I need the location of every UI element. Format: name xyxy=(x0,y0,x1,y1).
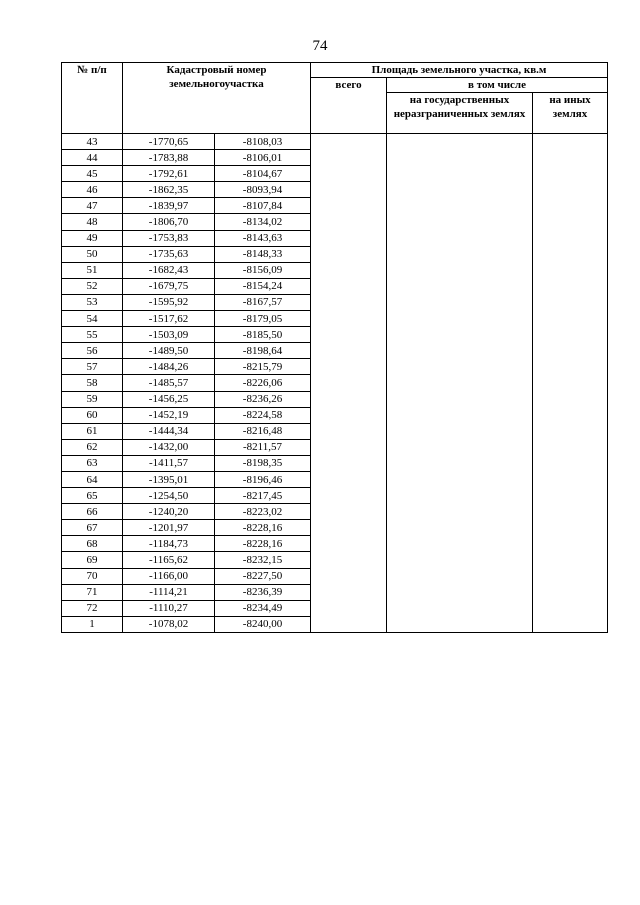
row-number: 54 xyxy=(62,311,123,327)
coord-x: -1201,97 xyxy=(123,520,215,536)
header-total: всего xyxy=(311,78,387,134)
table-body xyxy=(62,134,608,633)
coord-x: -1165,62 xyxy=(123,552,215,568)
coord-y: -8224,58 xyxy=(215,407,311,423)
header-num: № п/п xyxy=(62,63,123,134)
coord-x: -1110,27 xyxy=(123,600,215,616)
row-number: 66 xyxy=(62,504,123,520)
coord-y: -8143,63 xyxy=(215,230,311,246)
row-number: 47 xyxy=(62,198,123,214)
coord-x: -1395,01 xyxy=(123,471,215,487)
coord-y: -8223,02 xyxy=(215,504,311,520)
cell-other-lands xyxy=(533,134,608,633)
coord-y: -8228,16 xyxy=(215,520,311,536)
coord-y: -8156,09 xyxy=(215,262,311,278)
row-number: 46 xyxy=(62,182,123,198)
coord-x: -1078,02 xyxy=(123,616,215,632)
coord-x: -1770,65 xyxy=(123,134,215,150)
coord-x: -1184,73 xyxy=(123,536,215,552)
header-state-lands: на государственных неразграниченных землях xyxy=(387,93,533,134)
coord-y: -8198,35 xyxy=(215,455,311,471)
row-number: 43 xyxy=(62,134,123,150)
row-number: 64 xyxy=(62,471,123,487)
coord-y: -8227,50 xyxy=(215,568,311,584)
row-number: 55 xyxy=(62,327,123,343)
coord-y: -8198,64 xyxy=(215,343,311,359)
row-number: 69 xyxy=(62,552,123,568)
coord-x: -1114,21 xyxy=(123,584,215,600)
coord-y: -8216,48 xyxy=(215,423,311,439)
coord-x: -1444,34 xyxy=(123,423,215,439)
coord-y: -8236,26 xyxy=(215,391,311,407)
coord-x: -1452,19 xyxy=(123,407,215,423)
coord-x: -1485,57 xyxy=(123,375,215,391)
coord-x: -1806,70 xyxy=(123,214,215,230)
row-number: 58 xyxy=(62,375,123,391)
row-number: 52 xyxy=(62,278,123,294)
row-number: 51 xyxy=(62,262,123,278)
coord-y: -8104,67 xyxy=(215,166,311,182)
row-number: 63 xyxy=(62,455,123,471)
coord-y: -8134,02 xyxy=(215,214,311,230)
row-number: 50 xyxy=(62,246,123,262)
coord-x: -1517,62 xyxy=(123,311,215,327)
coord-x: -1783,88 xyxy=(123,150,215,166)
row-number: 44 xyxy=(62,150,123,166)
coord-y: -8167,57 xyxy=(215,294,311,310)
row-number: 60 xyxy=(62,407,123,423)
coord-x: -1489,50 xyxy=(123,343,215,359)
cell-total xyxy=(311,134,387,633)
table-row xyxy=(62,134,608,150)
coord-y: -8211,57 xyxy=(215,439,311,455)
header-cadastral: Кадастровый номер земельногоучастка xyxy=(123,63,311,134)
row-number: 56 xyxy=(62,343,123,359)
coord-y: -8240,00 xyxy=(215,616,311,632)
row-number: 61 xyxy=(62,423,123,439)
row-number: 49 xyxy=(62,230,123,246)
coord-x: -1862,35 xyxy=(123,182,215,198)
header-other-lands: на иных землях xyxy=(533,93,608,134)
header-including: в том числе xyxy=(387,78,608,93)
row-number: 70 xyxy=(62,568,123,584)
coord-y: -8234,49 xyxy=(215,600,311,616)
row-number: 59 xyxy=(62,391,123,407)
coord-y: -8217,45 xyxy=(215,488,311,504)
coord-x: -1254,50 xyxy=(123,488,215,504)
row-number: 65 xyxy=(62,488,123,504)
row-number: 57 xyxy=(62,359,123,375)
coord-y: -8093,94 xyxy=(215,182,311,198)
coord-x: -1432,00 xyxy=(123,439,215,455)
coord-y: -8148,33 xyxy=(215,246,311,262)
coord-x: -1839,97 xyxy=(123,198,215,214)
coord-y: -8232,15 xyxy=(215,552,311,568)
coord-y: -8226,06 xyxy=(215,375,311,391)
coord-x: -1503,09 xyxy=(123,327,215,343)
row-number: 62 xyxy=(62,439,123,455)
cell-state-lands xyxy=(387,134,533,633)
coord-y: -8236,39 xyxy=(215,584,311,600)
page-number: 74 xyxy=(312,38,328,54)
coord-y: -8228,16 xyxy=(215,536,311,552)
header-area: Площадь земельного участка, кв.м xyxy=(311,63,608,78)
coord-x: -1484,26 xyxy=(123,359,215,375)
coord-x: -1735,63 xyxy=(123,246,215,262)
row-number: 45 xyxy=(62,166,123,182)
row-number: 67 xyxy=(62,520,123,536)
coord-y: -8108,03 xyxy=(215,134,311,150)
coord-y: -8179,05 xyxy=(215,311,311,327)
coord-y: -8215,79 xyxy=(215,359,311,375)
row-number: 1 xyxy=(62,616,123,632)
coord-y: -8154,24 xyxy=(215,278,311,294)
coord-x: -1166,00 xyxy=(123,568,215,584)
coord-y: -8106,01 xyxy=(215,150,311,166)
coord-x: -1682,43 xyxy=(123,262,215,278)
row-number: 48 xyxy=(62,214,123,230)
coord-y: -8196,46 xyxy=(215,471,311,487)
coord-x: -1595,92 xyxy=(123,294,215,310)
row-number: 53 xyxy=(62,294,123,310)
coord-x: -1411,57 xyxy=(123,455,215,471)
row-number: 68 xyxy=(62,536,123,552)
coord-x: -1456,25 xyxy=(123,391,215,407)
coord-y: -8185,50 xyxy=(215,327,311,343)
coord-x: -1240,20 xyxy=(123,504,215,520)
coord-y: -8107,84 xyxy=(215,198,311,214)
coordinates-table xyxy=(61,62,608,633)
row-number: 72 xyxy=(62,600,123,616)
coord-x: -1679,75 xyxy=(123,278,215,294)
row-number: 71 xyxy=(62,584,123,600)
coord-x: -1792,61 xyxy=(123,166,215,182)
coord-x: -1753,83 xyxy=(123,230,215,246)
